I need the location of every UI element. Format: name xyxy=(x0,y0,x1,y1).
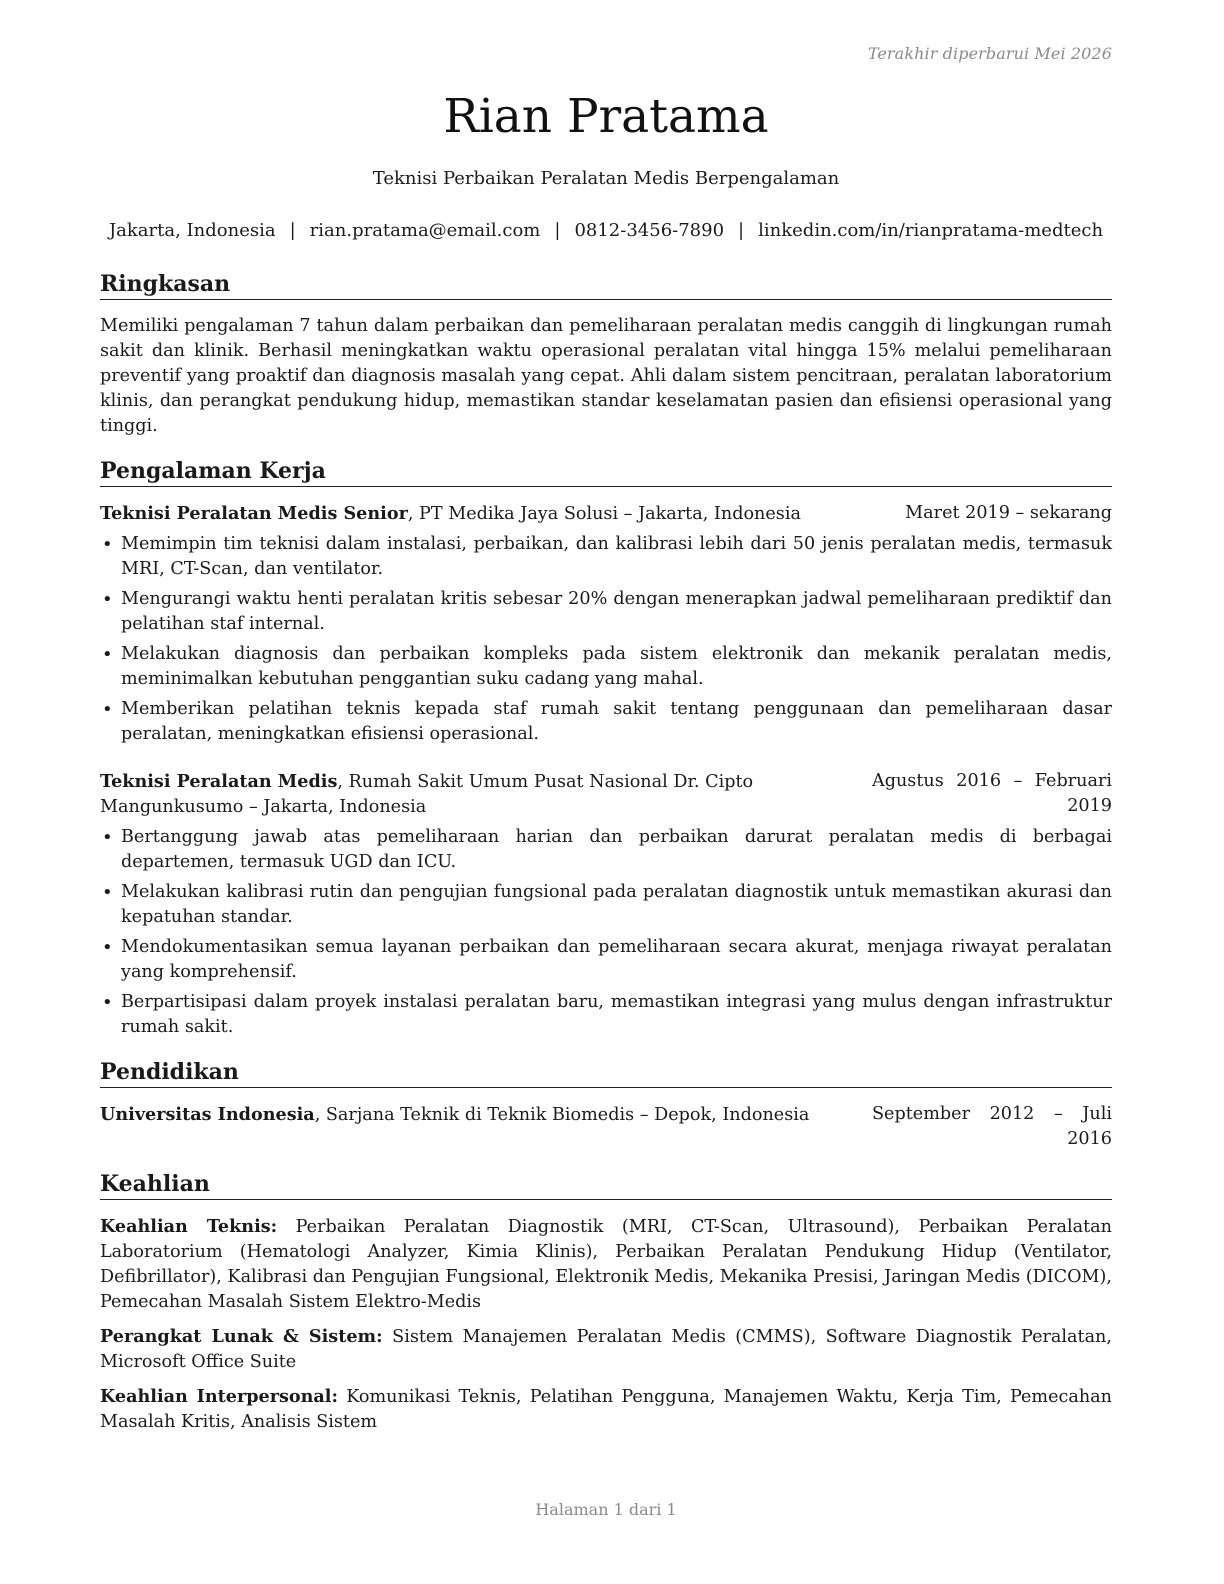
section-heading-skills: Keahlian xyxy=(100,1170,1112,1200)
education-school: Universitas Indonesia xyxy=(100,1104,315,1125)
list-item: • Melakukan kalibrasi rutin dan pengujian fungsional pada peralatan diagnostik untuk memastikan akurasi dan kepatuhan standar. xyxy=(100,880,1112,930)
job-header xyxy=(100,769,1112,820)
page-number: Halaman 1 dari 1 xyxy=(535,1500,677,1519)
job-organization: , PT Medika Jaya Solusi – Jakarta, Indonesia xyxy=(407,504,801,524)
job-dates: Maret 2019 – sekarang xyxy=(905,503,1112,523)
section-heading-education: Pendidikan xyxy=(100,1058,1112,1088)
job-role: Teknisi Peralatan Medis xyxy=(100,771,338,792)
skill-group-label: Perangkat Lunak & Sistem: xyxy=(100,1326,383,1347)
skill-group-text: Komunikasi Teknis, Pelatihan Pengguna, Manajemen Waktu, Kerja Tim, Pemecahan Masalah Kritis, Analisis Sistem xyxy=(100,1387,1112,1432)
list-item: • Bertanggung jawab atas pemeliharaan harian dan perbaikan darurat peralatan medis di berbagai departemen, termasuk UGD dan ICU. xyxy=(100,825,1112,875)
skill-group xyxy=(100,1384,1112,1435)
list-item: • Memimpin tim teknisi dalam instalasi, perbaikan, dan kalibrasi lebih dari 50 jenis peralatan medis, termasuk MRI, CT-Scan, dan ventilator. xyxy=(100,532,1112,582)
job-entry xyxy=(100,769,1112,1040)
section-heading-summary: Ringkasan xyxy=(100,270,1112,300)
skills-section xyxy=(100,1170,1112,1435)
contact-line xyxy=(100,218,1112,244)
resume-page xyxy=(100,0,1112,1584)
job-dates: Agustus 2016 – Februari 2019 xyxy=(872,771,1112,816)
section-heading-experience: Pengalaman Kerja xyxy=(100,457,1112,487)
list-item: • Mendokumentasikan semua layanan perbaikan dan pemeliharaan secara akurat, menjaga riwayat peralatan yang komprehensif. xyxy=(100,935,1112,985)
skill-group xyxy=(100,1214,1112,1315)
education-degree: , Sarjana Teknik di Teknik Biomedis – Depok, Indonesia xyxy=(314,1105,810,1125)
skill-group-text: Perbaikan Peralatan Diagnostik (MRI, CT-Scan, Ultrasound), Perbaikan Peralatan Laboratorium (Hematologi Analyzer, Kimia Klinis), Perbaikan Peralatan Pendukung Hidup (Ventilator, Defibrillator), Kalibrasi dan Pengujian Fungsional, Elektronik Medis, Mekanika Presisi, Jaringan Medis (DICOM), Pemecahan Masalah Sistem Elektro-Medis xyxy=(100,1217,1113,1312)
summary-text: Memiliki pengalaman 7 tahun dalam perbaikan dan pemeliharaan peralatan medis canggih di lingkungan rumah sakit dan klinik. Berhasil meningkatkan waktu operasional peralatan vital hingga 15% melalui pemeliharaan preventif yang proaktif dan diagnosis masalah yang cepat. Ahli dalam sistem pencitraan, peralatan laboratorium klinis, dan perangkat pendukung hidup, memastikan standar keselamatan pasien dan efisiensi operasional yang tinggi. xyxy=(100,316,1112,436)
last-updated-note: Terakhir diperbarui Mei 2026 xyxy=(867,44,1112,63)
contact-location: Jakarta, Indonesia xyxy=(108,220,276,241)
contact-phone: 0812-3456-7890 xyxy=(574,220,725,241)
job-bullets xyxy=(100,825,1112,1040)
education-dates: September 2012 – Juli 2016 xyxy=(872,1104,1112,1149)
list-item: • Berpartisipasi dalam proyek instalasi peralatan baru, memastikan integrasi yang mulus dengan infrastruktur rumah sakit. xyxy=(100,990,1112,1040)
candidate-headline: Teknisi Perbaikan Peralatan Medis Berpengalaman xyxy=(372,168,840,189)
skill-group xyxy=(100,1324,1112,1375)
skill-group-label: Keahlian Teknis: xyxy=(100,1216,278,1237)
list-item: • Memberikan pelatihan teknis kepada staf rumah sakit tentang penggunaan dan pemeliharaan dasar peralatan, meningkatkan efisiensi operasional. xyxy=(100,697,1112,747)
job-entry xyxy=(100,501,1112,747)
contact-separator: | xyxy=(289,220,296,241)
experience-section xyxy=(100,457,1112,1040)
job-bullets xyxy=(100,532,1112,747)
summary-section xyxy=(100,270,1112,439)
education-section xyxy=(100,1058,1112,1152)
contact-linkedin[interactable]: linkedin.com/in/rianpratama-medtech xyxy=(758,220,1104,241)
job-header xyxy=(100,501,1112,527)
resume-body xyxy=(100,270,1112,1453)
education-entry xyxy=(100,1102,1112,1152)
job-role: Teknisi Peralatan Medis Senior xyxy=(100,503,408,524)
list-item: • Mengurangi waktu henti peralatan kritis sebesar 20% dengan menerapkan jadwal pemeliharaan prediktif dan pelatihan staf internal. xyxy=(100,587,1112,637)
candidate-name: Rian Pratama xyxy=(443,89,769,144)
contact-separator: | xyxy=(554,220,561,241)
contact-separator: | xyxy=(738,220,745,241)
skill-group-text: Sistem Manajemen Peralatan Medis (CMMS), Software Diagnostik Peralatan, Microsoft Office Suite xyxy=(100,1327,1112,1372)
contact-email[interactable]: rian.pratama@email.com xyxy=(309,220,541,241)
list-item: • Melakukan diagnosis dan perbaikan kompleks pada sistem elektronik dan mekanik peralatan medis, meminimalkan kebutuhan penggantian suku cadang yang mahal. xyxy=(100,642,1112,692)
job-organization: , Rumah Sakit Umum Pusat Nasional Dr. Cipto Mangunkusumo – Jakarta, Indonesia xyxy=(100,772,754,817)
skill-group-label: Keahlian Interpersonal: xyxy=(100,1386,338,1407)
